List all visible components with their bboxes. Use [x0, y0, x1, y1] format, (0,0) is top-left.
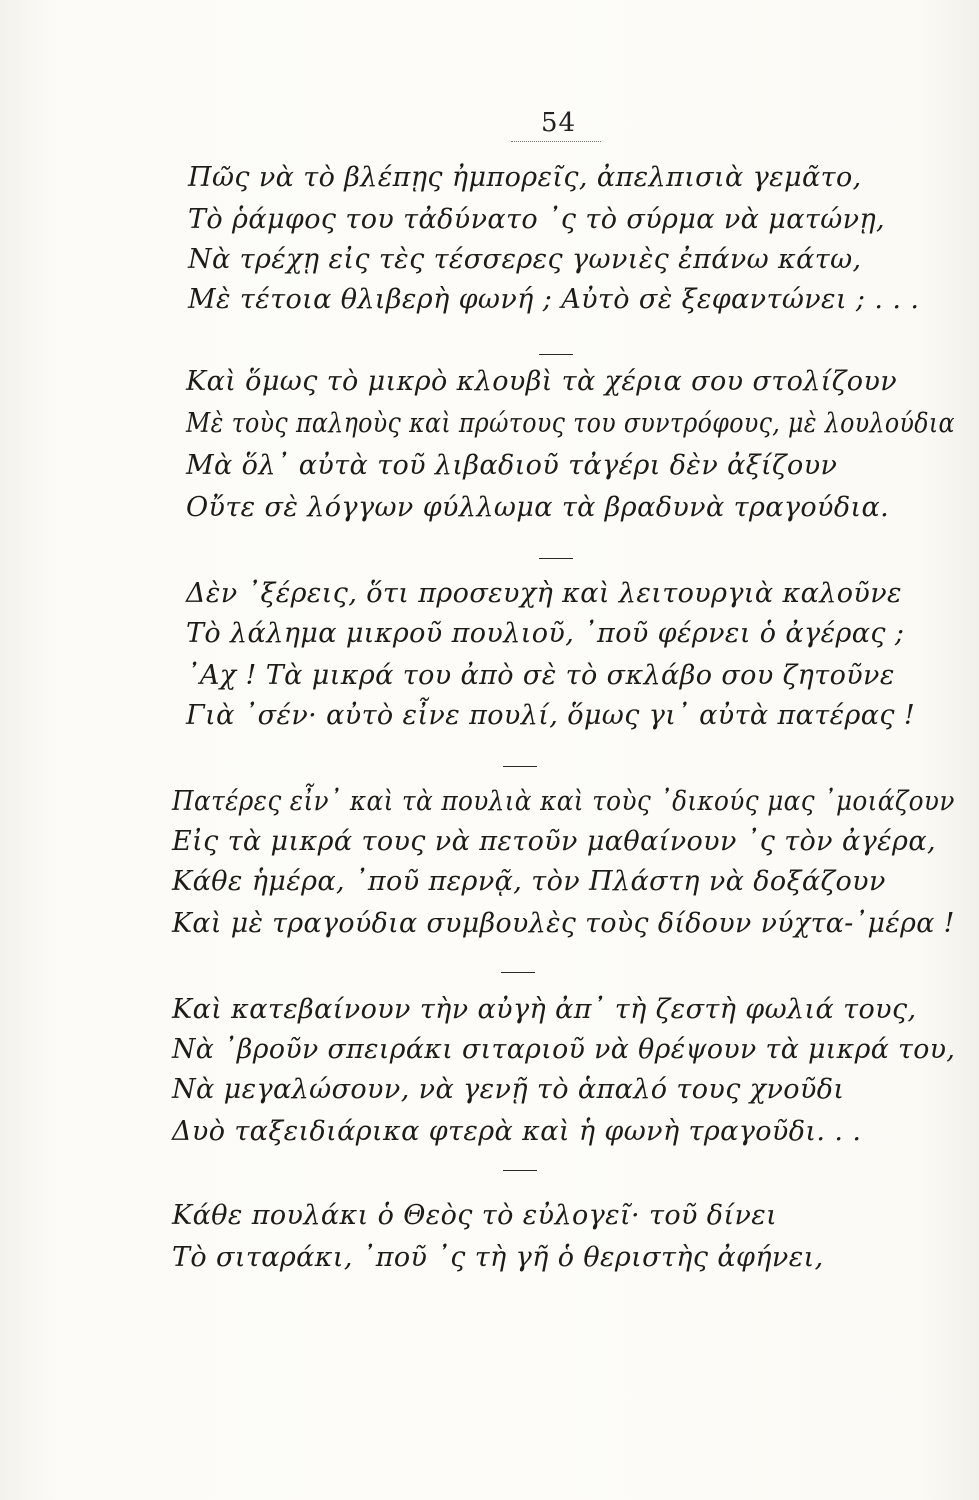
- stanza-separator: [539, 354, 573, 355]
- poem-line: Νὰ μεγαλώσουν, νὰ γενῇ τὸ ἁπαλό τους χνοῦδι: [172, 1074, 845, 1105]
- poem-line: Τὸ σιταράκι, ᾽ποῦ ᾽ς τὴ γῆ ὁ θεριστὴς ἀφήνει,: [172, 1242, 824, 1273]
- stanza-separator: [503, 1170, 537, 1171]
- poem-line: Τὸ ῥάμφος του τἀδύνατο ᾽ς τὸ σύρμα νὰ ματώνῃ,: [188, 204, 886, 235]
- poem-line: Νὰ ᾽βροῦν σπειράκι σιταριοῦ νὰ θρέψουν τὰ μικρά του,: [172, 1034, 956, 1065]
- poem-line: Δυὸ ταξειδιάρικα φτερὰ καὶ ἡ φωνὴ τραγοῦδι. . .: [172, 1116, 862, 1147]
- poem-line: Πατέρες εἶν᾽ καὶ τὰ πουλιὰ καὶ τοὺς ᾽δικούς μας ᾽μοιάζουν: [172, 786, 955, 817]
- stanza-separator: [503, 766, 537, 767]
- poem-line: Γιὰ ᾽σέν· αὐτὸ εἶνε πουλί, ὅμως γι᾽ αὐτὰ πατέρας !: [186, 700, 916, 731]
- poem-line: Εἰς τὰ μικρά τους νὰ πετοῦν μαθαίνουν ᾽ς τὸν ἀγέρα,: [172, 826, 936, 857]
- poem-line: Καὶ ὅμως τὸ μικρὸ κλουβὶ τὰ χέρια σου στολίζουν: [186, 366, 898, 397]
- poem-line: Τὸ λάλημα μικροῦ πουλιοῦ, ᾽ποῦ φέρνει ὁ ἀγέρας ;: [186, 618, 905, 649]
- poem-line: Καὶ κατεβαίνουν τὴν αὐγὴ ἀπ᾽ τὴ ζεστὴ φωλιά τους,: [172, 994, 917, 1025]
- poem-line: Καὶ μὲ τραγούδια συμβουλὲς τοὺς δίδουν νύχτα-᾽μέρα !: [172, 908, 955, 939]
- poem-line: Μὰ ὅλ᾽ αὐτὰ τοῦ λιβαδιοῦ τἀγέρι δὲν ἀξίζουν: [186, 450, 838, 481]
- poem-line: ᾽Αχ ! Τὰ μικρά του ἀπὸ σὲ τὸ σκλάβο σου ζητοῦνε: [186, 660, 895, 691]
- page-number: 54: [541, 108, 577, 138]
- poem-line: Δὲν ᾽ξέρεις, ὅτι προσευχὴ καὶ λειτουργιὰ καλοῦνε: [186, 578, 902, 609]
- stanza-separator: [501, 972, 535, 973]
- poem-line: Οὔτε σὲ λόγγων φύλλωμα τὰ βραδυνὰ τραγούδια.: [186, 492, 890, 523]
- poem-line: Κάθε ἡμέρα, ᾽ποῦ περνᾷ, τὸν Πλάστη νὰ δοξάζουν: [172, 866, 886, 897]
- poem-line: Νὰ τρέχῃ εἰς τὲς τέσσερες γωνιὲς ἐπάνω κάτω,: [188, 244, 862, 275]
- poem-line: Μὲ τοὺς παληοὺς καὶ πρώτους του συντρόφους, μὲ λουλούδια: [186, 408, 955, 439]
- poem-line: Κάθε πουλάκι ὁ Θεὸς τὸ εὐλογεῖ· τοῦ δίνει: [172, 1200, 778, 1231]
- poem-line: Πῶς νὰ τὸ βλέπῃς ἠμπορεῖς, ἀπελπισιὰ γεμᾶτο,: [188, 162, 862, 193]
- page-number-underline: [511, 141, 601, 142]
- poem-line: Μὲ τέτοια θλιβερὴ φωνή ; Αὐτὸ σὲ ξεφαντώνει ; . . .: [188, 284, 920, 315]
- stanza-separator: [539, 558, 573, 559]
